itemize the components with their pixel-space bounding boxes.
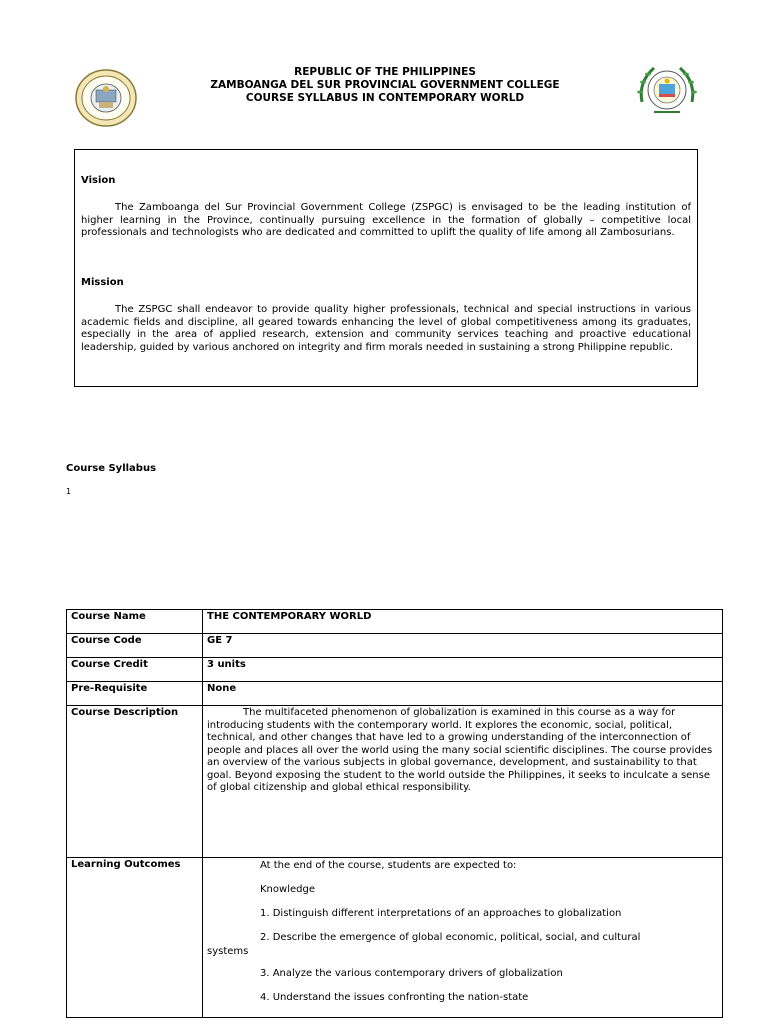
- course-name-value: THE CONTEMPORARY WORLD: [203, 610, 723, 634]
- table-row: [67, 706, 723, 858]
- outcome-item: 2. Describe the emergence of global economic, political, social, and cultural: [260, 932, 641, 943]
- outcome-item: 4. Understand the issues confronting the nation-state: [260, 992, 529, 1003]
- table-row: [67, 658, 723, 682]
- outcome-item: 3. Analyze the various contemporary drivers of globalization: [260, 968, 563, 979]
- header-college: ZAMBOANGA DEL SUR PROVINCIAL GOVERNMENT COLLEGE: [210, 79, 560, 91]
- course-info-table: [66, 609, 723, 1018]
- prerequisite-label: Pre-Requisite: [67, 682, 203, 706]
- learning-outcomes-label: Learning Outcomes: [67, 858, 203, 1018]
- vision-title: Vision: [81, 175, 116, 186]
- prerequisite-value: None: [203, 682, 723, 706]
- table-row: [67, 682, 723, 706]
- document-header: [150, 66, 620, 105]
- table-row: [67, 610, 723, 634]
- course-credit-label: Course Credit: [67, 658, 203, 682]
- header-republic: REPUBLIC OF THE PHILIPPINES: [294, 66, 476, 78]
- vision-text: The Zamboanga del Sur Provincial Government College (ZSPGC) is envisaged to be the leading institution of higher learning in the Province, continually pursuing excellence in the formation of globally – competitive local professionals and technologists who are dedicated and committed to uplift the quality of life among all Zambosurians.: [81, 202, 691, 238]
- course-description-label: Course Description: [67, 706, 203, 858]
- outcomes-knowledge: Knowledge: [260, 884, 315, 895]
- mission-title: Mission: [81, 277, 124, 288]
- course-code-label: Course Code: [67, 634, 203, 658]
- course-credit-value: 3 units: [203, 658, 723, 682]
- table-row: [67, 858, 723, 1018]
- course-syllabus-heading: Course Syllabus: [66, 463, 157, 474]
- course-code-value: GE 7: [203, 634, 723, 658]
- page-number: 1: [66, 487, 72, 496]
- college-seal-icon: [634, 62, 700, 120]
- table-row: [67, 634, 723, 658]
- vision-mission-box: [74, 149, 698, 387]
- mission-text: The ZSPGC shall endeavor to provide quality higher professionals, technical and special instructions in various academic fields and discipline, all geared towards enhancing the level of global competitiveness among its graduates, especially in the area of applied research, extension and community services teaching and proactive educational leadership, guided by various anchored on integrity and firm morals needed in sustaining a strong Philippine republic.: [81, 304, 691, 353]
- header-syllabus-title: COURSE SYLLABUS IN CONTEMPORARY WORLD: [245, 92, 525, 104]
- outcome-item-continued: systems: [207, 946, 249, 957]
- outcome-item: 1. Distinguish different interpretations of an approaches to globalization: [260, 908, 622, 919]
- outcomes-intro: At the end of the course, students are expected to:: [260, 860, 517, 871]
- province-seal-icon: [74, 68, 138, 128]
- learning-outcomes-cell: [203, 858, 723, 1018]
- course-name-label: Course Name: [67, 610, 203, 634]
- course-description-text: The multifaceted phenomenon of globalization is examined in this course as a way for introducing students with the contemporary world. It explores the economic, social, political, technical, and other changes that have led to a growing understanding of the interconnection of people and places all over the world using the many social scientific disciplines. The course provides an overview of the various subjects in global governance, development, and sustainability to that goal. Beyond exposing the student to the world outside the Philippines, it seeks to inculcate a sense of global citizenship and global ethical responsibility.: [203, 706, 723, 858]
